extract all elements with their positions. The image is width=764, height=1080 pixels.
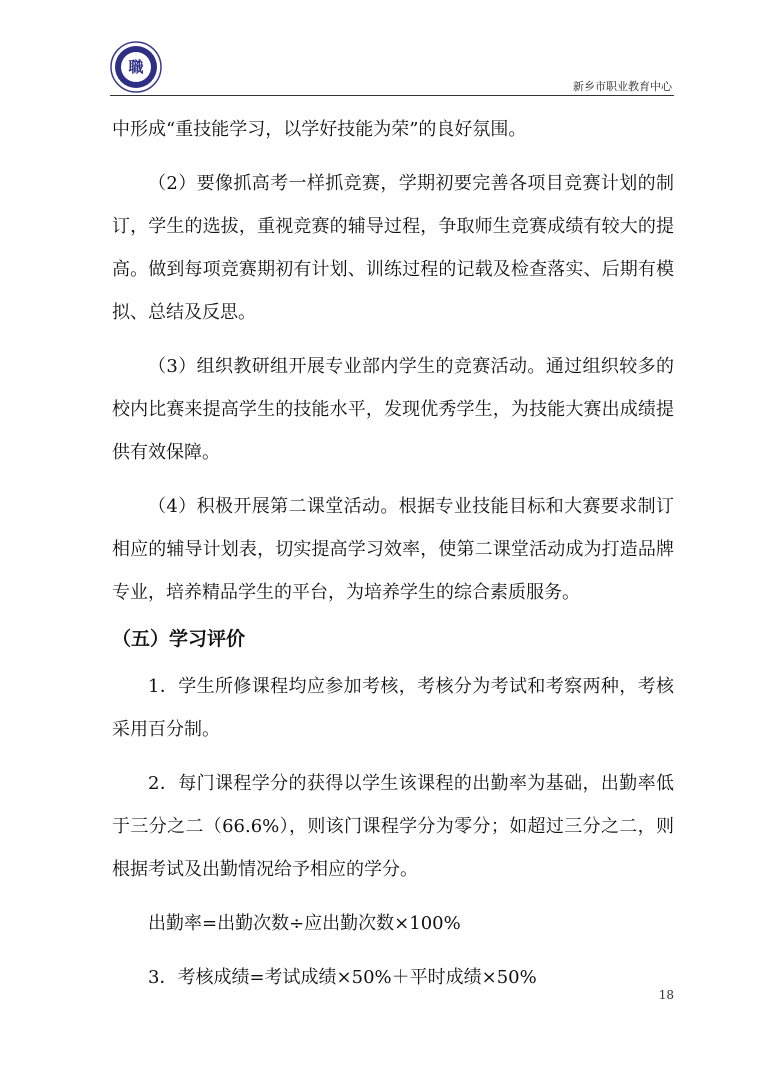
paragraph-item-2: （2）要像抓高考一样抓竞赛，学期初要完善各项目竞赛计划的制订，学生的选拔，重视竞赛的辅导过程，争取师生竞赛成绩有较大的提高。做到每项竞赛期初有计划、训练过程的记载及检查落实、后期有模拟、总结及反思。 <box>112 173 674 323</box>
evaluation-item-2: 2．每门课程学分的获得以学生该课程的出勤率为基础，出勤率低于三分之二（66.6%），则该门课程学分为零分；如超过三分之二，则根据考试及出勤情况给予相应的学分。 <box>112 773 674 880</box>
school-logo <box>110 41 162 93</box>
paragraph-item-4: （4）积极开展第二课堂活动。根据专业技能目标和大赛要求制订相应的辅导计划表，切实提高学习效率，使第二课堂活动成为打造品牌专业，培养精品学生的平台，为培养学生的综合素质服务。 <box>112 496 674 603</box>
section-heading: （五）学习评价 <box>112 628 246 650</box>
org-name: 新乡市职业教育中心 <box>573 80 672 93</box>
attendance-formula: 出勤率=出勤次数÷应出勤次数×100% <box>148 913 461 934</box>
paragraph-continuation: 中形成“重技能学习，以学好技能为荣”的良好氛围。 <box>112 119 527 140</box>
evaluation-item-3: 3．考核成绩=考试成绩×50%＋平时成绩×50% <box>148 967 537 988</box>
header-divider <box>110 95 674 96</box>
evaluation-item-1: 1．学生所修课程均应参加考核，考核分为考试和考察两种，考核采用百分制。 <box>112 676 674 740</box>
document-body <box>112 108 674 999</box>
logo-character: 職 <box>128 58 144 76</box>
page-number: 18 <box>658 988 674 1002</box>
paragraph-item-3: （3）组织教研组开展专业部内学生的竞赛活动。通过组织较多的校内比赛来提高学生的技能水平，发现优秀学生，为技能大赛出成绩提供有效保障。 <box>112 356 674 463</box>
